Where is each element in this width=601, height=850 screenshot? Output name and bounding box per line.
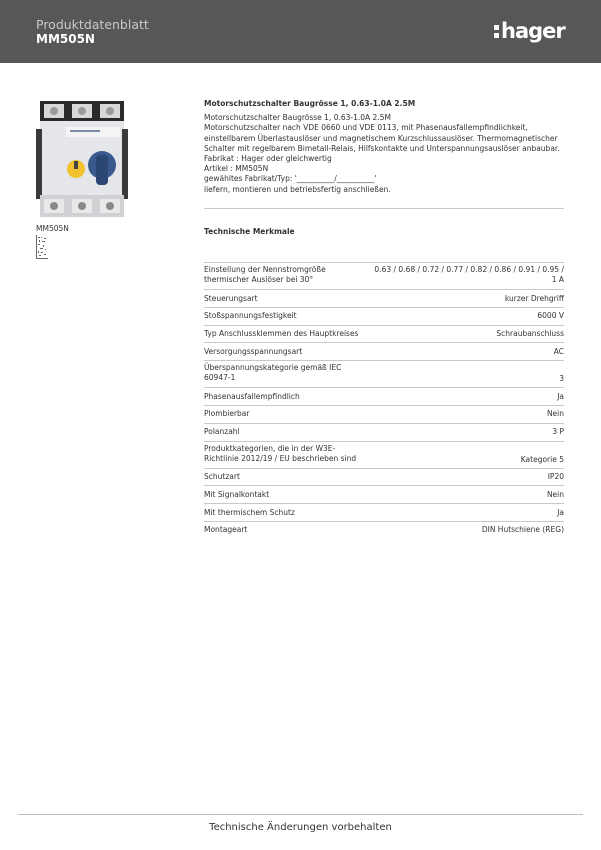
spec-label: Einstellung der Nennstromgröße thermischer Auslöser bei 30° bbox=[204, 265, 326, 284]
spec-value: Nein bbox=[546, 489, 564, 499]
spec-row bbox=[204, 521, 564, 539]
spec-row bbox=[204, 262, 564, 289]
section-title: Technische Merkmale bbox=[204, 227, 295, 236]
spec-label: Phasenausfallempfindlich bbox=[204, 391, 300, 401]
hager-logo bbox=[494, 17, 565, 45]
spec-value: Ja bbox=[557, 507, 564, 517]
header-bar bbox=[0, 0, 601, 63]
spec-value: Kategorie 5 bbox=[520, 454, 564, 464]
spec-row bbox=[204, 307, 564, 325]
spec-value: IP20 bbox=[547, 472, 564, 482]
description-line: gewähltes Fabrikat/Typ: '__________/__________' bbox=[204, 174, 377, 184]
spec-value: 0.63 / 0.68 / 0.72 / 0.77 / 0.82 / 0.86 / 0.91 / 0.95 / 1 A bbox=[374, 265, 564, 284]
spec-value: Nein bbox=[546, 409, 564, 419]
spec-row bbox=[204, 468, 564, 486]
spec-value: AC bbox=[553, 346, 564, 356]
spec-label: Überspannungskategorie gemäß IEC 60947-1 bbox=[204, 363, 342, 383]
spec-label: Stoßspannungsfestigkeit bbox=[204, 311, 297, 321]
spec-value: 3 bbox=[559, 374, 564, 384]
spec-label: Typ Anschlussklemmen des Hauptkreises bbox=[204, 329, 359, 339]
product-caption: MM505N bbox=[36, 224, 69, 233]
spec-row bbox=[204, 325, 564, 343]
spec-table bbox=[204, 262, 564, 539]
spec-label: Steuerungsart bbox=[204, 293, 258, 303]
spec-row bbox=[204, 441, 564, 468]
spec-value: 6000 V bbox=[537, 311, 564, 321]
spec-value: DIN Hutschiene (REG) bbox=[481, 525, 564, 535]
footer-note: Technische Änderungen vorbehalten bbox=[209, 822, 392, 833]
spec-label: Schutzart bbox=[204, 472, 240, 482]
spec-row bbox=[204, 405, 564, 423]
description-line: Fabrikat : Hager oder gleichwertig bbox=[204, 154, 332, 164]
description-line: liefern, montieren und betriebsfertig anschließen. bbox=[204, 184, 391, 194]
logo-text: hager bbox=[501, 19, 565, 43]
spec-row bbox=[204, 485, 564, 503]
product-title: Motorschutzschalter Baugrösse 1, 0.63-1.0A 2.5M bbox=[204, 99, 416, 108]
spec-value: Schraubanschluss bbox=[496, 329, 564, 339]
description-line: Motorschutzschalter Baugrösse 1, 0.63-1.0A 2.5M bbox=[204, 113, 391, 123]
spec-row bbox=[204, 423, 564, 441]
spec-label: Mit Signalkontakt bbox=[204, 489, 270, 499]
section-divider bbox=[204, 208, 564, 209]
spec-row bbox=[204, 289, 564, 307]
spec-label: Versorgungsspannungsart bbox=[204, 346, 303, 356]
document-type: Produktdatenblatt bbox=[36, 17, 149, 32]
spec-label: Produktkategorien, die in der W3E-Richtlinie 2012/19 / EU beschrieben sind bbox=[204, 443, 357, 463]
article-number: MM505N bbox=[36, 32, 95, 46]
spec-label: Plombierbar bbox=[204, 409, 250, 419]
footer-divider bbox=[18, 814, 583, 815]
spec-row bbox=[204, 503, 564, 521]
spec-label: Montageart bbox=[204, 525, 248, 535]
description-line: Motorschutzschalter nach VDE 0660 und VDE 0113, mit Phasenausfallempfindlichkeit, bbox=[204, 123, 528, 133]
description-line: einstellbarem Überlastauslöser und magnetischem Kurzschlussauslöser. Thermomagnetischer bbox=[204, 133, 558, 143]
spec-label: Polanzahl bbox=[204, 427, 240, 437]
description-line: Schalter mit regelbarem Bimetall-Relais, Hilfskontakte und Unterspannungsauslöser anbaubar. bbox=[204, 143, 560, 153]
spec-row bbox=[204, 360, 564, 387]
spec-value: 3 P bbox=[552, 427, 564, 437]
spec-value: Ja bbox=[557, 391, 564, 401]
spec-row bbox=[204, 387, 564, 405]
product-description bbox=[204, 99, 564, 195]
datamatrix-code-icon bbox=[36, 235, 48, 259]
product-image bbox=[36, 99, 128, 219]
logo-dots-icon bbox=[494, 25, 499, 38]
spec-label: Mit thermischem Schutz bbox=[204, 507, 295, 517]
spec-value: kurzer Drehgriff bbox=[504, 293, 564, 303]
description-line: Artikel : MM505N bbox=[204, 164, 269, 174]
spec-row bbox=[204, 342, 564, 360]
